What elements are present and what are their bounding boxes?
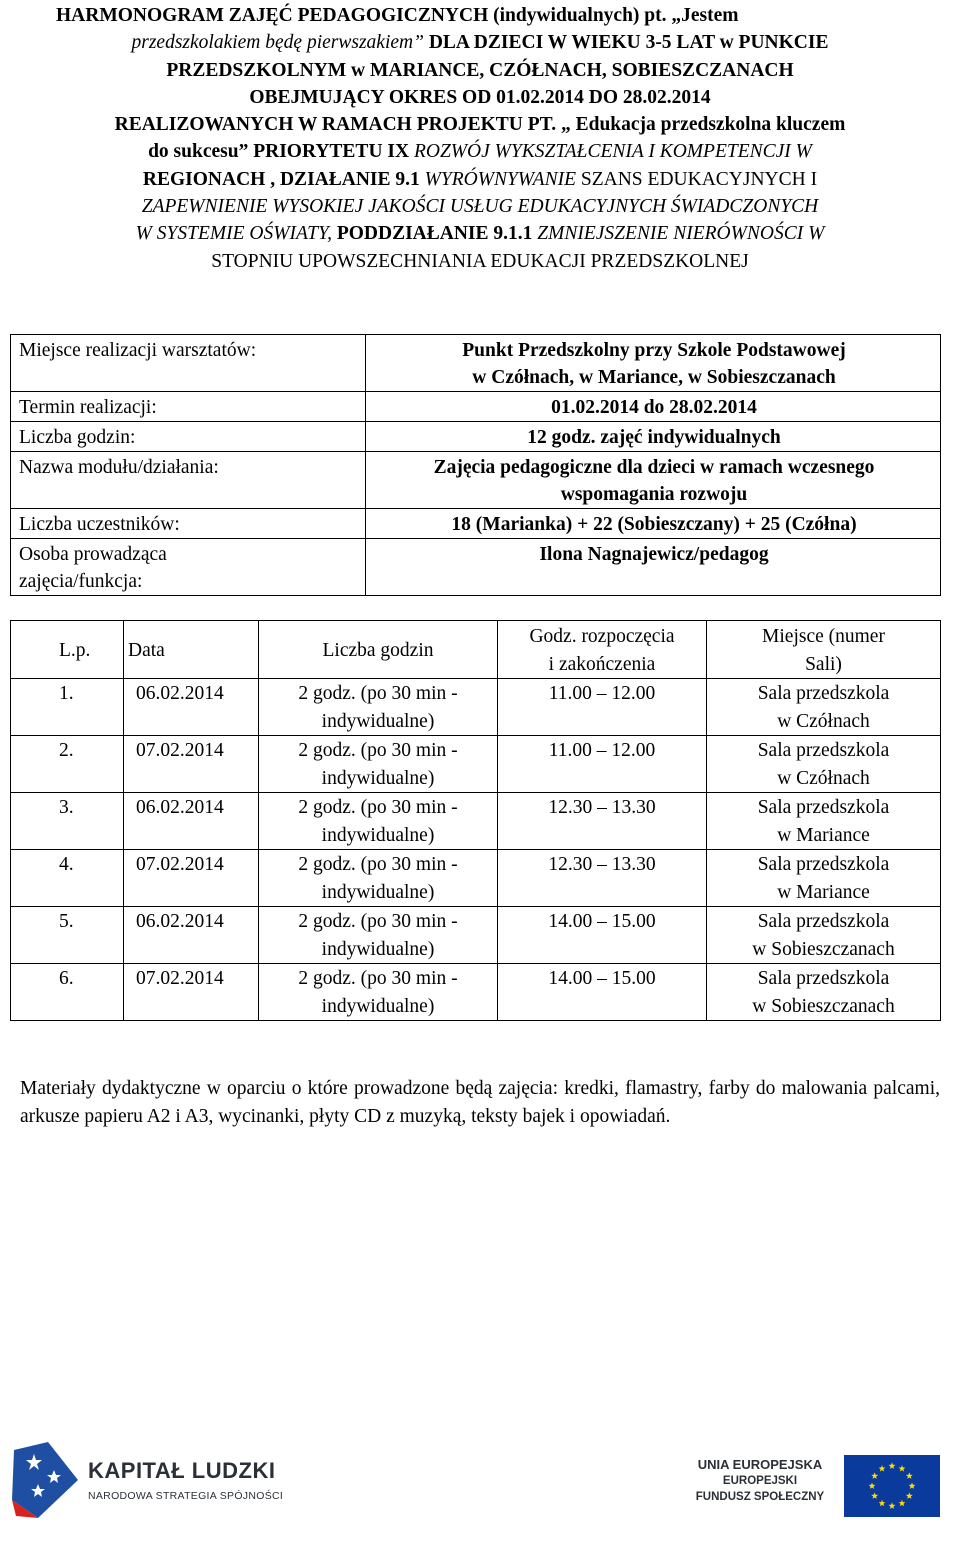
row-hours-line: indywidualne) bbox=[321, 710, 435, 732]
row-date-line: 06.02.2014 bbox=[136, 911, 224, 932]
schedule-row bbox=[11, 679, 941, 736]
header-time-line: Godz. rozpoczęcia bbox=[529, 626, 675, 647]
info-value: 01.02.2014 do 28.02.2014 bbox=[366, 392, 941, 422]
heading-text-normal: SZANS EDUKACYJNYCH I bbox=[576, 168, 818, 190]
row-place-line: Sala przedszkola bbox=[757, 797, 890, 818]
info-value bbox=[366, 335, 941, 392]
row-hours-line: 2 godz. (po 30 min - bbox=[298, 854, 458, 875]
row-hours bbox=[259, 850, 498, 907]
row-hours bbox=[259, 679, 498, 736]
heading-text: REGIONACH , DZIAŁANIE 9.1 bbox=[142, 168, 425, 190]
row-time bbox=[498, 850, 707, 907]
row-place-line: w Czółnach bbox=[777, 767, 870, 789]
schedule-row bbox=[11, 793, 941, 850]
row-hours bbox=[259, 907, 498, 964]
heading-text-italic: W SYSTEMIE OŚWIATY, bbox=[135, 223, 332, 245]
info-row-hours bbox=[11, 422, 941, 452]
row-date-line: 06.02.2014 bbox=[136, 797, 224, 818]
row-date bbox=[124, 907, 259, 964]
row-date-line: 07.02.2014 bbox=[136, 740, 224, 761]
row-place bbox=[707, 793, 941, 850]
info-row-participants bbox=[11, 509, 941, 539]
row-place-line: w Czółnach bbox=[777, 710, 870, 732]
kapital-ludzki-logo bbox=[8, 1440, 308, 1520]
info-label-line: Osoba prowadząca bbox=[19, 544, 167, 565]
header-lp: L.p. bbox=[11, 621, 124, 679]
header-time-line: i zakończenia bbox=[548, 653, 656, 675]
row-place-line: w Sobieszczanach bbox=[752, 995, 895, 1017]
header-place-line: Sali) bbox=[805, 653, 842, 675]
heading-text-italic: WYRÓWNYWANIE bbox=[424, 168, 577, 190]
row-hours-line: indywidualne) bbox=[321, 995, 435, 1017]
info-row-leader bbox=[11, 539, 941, 596]
heading-text: PODDZIAŁANIE 9.1.1 bbox=[331, 223, 538, 245]
heading-text-italic: ROZWÓJ WYKSZTAŁCENIA I KOMPETENCJI W bbox=[413, 141, 812, 163]
row-hours-line: 2 godz. (po 30 min - bbox=[298, 740, 458, 761]
info-label-line: zajęcia/funkcja: bbox=[19, 571, 143, 592]
row-date bbox=[124, 850, 259, 907]
row-place-line: w Mariance bbox=[777, 824, 870, 846]
row-time-line: 11.00 – 12.00 bbox=[548, 740, 656, 761]
row-lp bbox=[11, 850, 124, 907]
row-place bbox=[707, 850, 941, 907]
row-hours-line: 2 godz. (po 30 min - bbox=[298, 683, 458, 704]
info-label: Miejsce realizacji warsztatów: bbox=[11, 335, 366, 392]
heading-line: ZAPEWNIENIE WYSOKIEJ JAKOŚCI USŁUG EDUKACYJNYCH ŚWIADCZONYCH bbox=[141, 196, 819, 218]
row-time bbox=[498, 907, 707, 964]
info-label: Nazwa modułu/działania: bbox=[11, 452, 366, 509]
ue-line: EUROPEJSKI bbox=[722, 1475, 798, 1487]
row-lp-line: 6. bbox=[59, 968, 74, 989]
row-lp-line: 3. bbox=[59, 797, 74, 818]
row-hours-line: indywidualne) bbox=[321, 767, 435, 789]
info-value bbox=[366, 452, 941, 509]
heading-text: DLA DZIECI W WIEKU 3-5 LAT w PUNKCIE bbox=[423, 32, 829, 54]
row-place bbox=[707, 679, 941, 736]
info-label: Liczba godzin: bbox=[11, 422, 366, 452]
row-date bbox=[124, 793, 259, 850]
heading-line bbox=[8, 166, 952, 193]
info-value: Ilona Nagnajewicz/pedagog bbox=[366, 539, 941, 596]
row-time bbox=[498, 793, 707, 850]
info-value-line: w Czółnach, w Mariance, w Sobieszczanach bbox=[472, 367, 836, 388]
row-time bbox=[498, 679, 707, 736]
row-hours-line: 2 godz. (po 30 min - bbox=[298, 968, 458, 989]
row-lp bbox=[11, 793, 124, 850]
info-value: 18 (Marianka) + 22 (Sobieszczany) + 25 (Czółna) bbox=[366, 509, 941, 539]
header-hours: Liczba godzin bbox=[259, 621, 498, 679]
document-heading bbox=[8, 2, 952, 275]
eu-flag-icon bbox=[844, 1455, 940, 1517]
row-hours bbox=[259, 793, 498, 850]
heading-line: STOPNIU UPOWSZECHNIANIA EDUKACJI PRZEDSZKOLNEJ bbox=[211, 250, 749, 272]
row-hours bbox=[259, 964, 498, 1021]
heading-line bbox=[8, 29, 952, 56]
header-place bbox=[707, 621, 941, 679]
schedule-row bbox=[11, 907, 941, 964]
row-date bbox=[124, 964, 259, 1021]
info-label: Termin realizacji: bbox=[11, 392, 366, 422]
row-time bbox=[498, 964, 707, 1021]
row-date bbox=[124, 736, 259, 793]
info-value-line: Zajęcia pedagogiczne dla dzieci w ramach wczesnego bbox=[433, 457, 875, 478]
row-hours bbox=[259, 736, 498, 793]
row-hours-line: indywidualne) bbox=[321, 881, 435, 903]
ue-line: FUNDUSZ SPOŁECZNY bbox=[695, 1491, 825, 1503]
row-place-line: Sala przedszkola bbox=[757, 854, 890, 875]
row-lp-line: 5. bbox=[59, 911, 74, 932]
row-place-line: Sala przedszkola bbox=[757, 911, 890, 932]
row-date-line: 07.02.2014 bbox=[136, 968, 224, 989]
row-date bbox=[124, 679, 259, 736]
row-place bbox=[707, 964, 941, 1021]
header-time bbox=[498, 621, 707, 679]
row-hours-line: 2 godz. (po 30 min - bbox=[298, 911, 458, 932]
row-place bbox=[707, 736, 941, 793]
schedule-row bbox=[11, 964, 941, 1021]
ue-logo bbox=[695, 1455, 950, 1515]
row-lp-line: 1. bbox=[59, 683, 74, 704]
row-time-line: 14.00 – 15.00 bbox=[548, 968, 656, 989]
schedule-header-row bbox=[11, 621, 941, 679]
row-place-line: w Sobieszczanach bbox=[752, 938, 895, 960]
info-value-line: Punkt Przedszkolny przy Szkole Podstawowej bbox=[462, 340, 846, 361]
row-date-line: 06.02.2014 bbox=[136, 683, 224, 704]
row-date-line: 07.02.2014 bbox=[136, 854, 224, 875]
heading-line: PRZEDSZKOLNYM w MARIANCE, CZÓŁNACH, SOBIESZCZANACH bbox=[166, 59, 794, 81]
row-time-line: 12.30 – 13.30 bbox=[548, 854, 656, 875]
kapital-ludzki-emblem-icon bbox=[8, 1440, 80, 1520]
info-label: Liczba uczestników: bbox=[11, 509, 366, 539]
row-time-line: 11.00 – 12.00 bbox=[548, 683, 656, 704]
header-date: Data bbox=[124, 621, 259, 679]
row-lp bbox=[11, 964, 124, 1021]
heading-line: OBEJMUJĄCY OKRES OD 01.02.2014 DO 28.02.2014 bbox=[249, 86, 711, 108]
row-lp-line: 4. bbox=[59, 854, 74, 875]
row-place-line: w Mariance bbox=[777, 881, 870, 903]
project-title-italic: przedszkolakiem będę pierwszakiem” bbox=[131, 32, 424, 54]
ue-text bbox=[685, 1457, 835, 1505]
info-row-place bbox=[11, 335, 941, 392]
row-time bbox=[498, 736, 707, 793]
row-lp-line: 2. bbox=[59, 740, 74, 761]
info-value-line: wspomagania rozwoju bbox=[560, 484, 748, 505]
row-place-line: Sala przedszkola bbox=[757, 968, 890, 989]
materials-paragraph: Materiały dydaktyczne w oparciu o które prowadzone będą zajęcia: kredki, flamastry, farby do malowania palcami, arkusze papieru A2 i A3, wycinanki, płyty CD z muzyką, teksty bajek i opowiadań. bbox=[20, 1078, 940, 1127]
heading-line: HARMONOGRAM ZAJĘĆ PEDAGOGICZNYCH (indywidualnych) pt. „Jestem bbox=[56, 5, 739, 26]
row-place-line: Sala przedszkola bbox=[757, 740, 890, 761]
row-time-line: 14.00 – 15.00 bbox=[548, 911, 656, 932]
heading-line bbox=[8, 220, 952, 247]
row-hours-line: indywidualne) bbox=[321, 938, 435, 960]
info-table bbox=[10, 334, 941, 596]
heading-text: do sukcesu” PRIORYTETU IX bbox=[148, 141, 414, 163]
schedule-table bbox=[10, 620, 941, 1021]
row-place-line: Sala przedszkola bbox=[757, 683, 890, 704]
schedule-row bbox=[11, 736, 941, 793]
row-hours-line: indywidualne) bbox=[321, 824, 435, 846]
info-label bbox=[11, 539, 366, 596]
row-place bbox=[707, 907, 941, 964]
heading-text-italic: ZMNIEJSZENIE NIERÓWNOŚCI W bbox=[537, 223, 825, 245]
kl-subtitle: NARODOWA STRATEGIA SPÓJNOŚCI bbox=[88, 1490, 284, 1502]
schedule-row bbox=[11, 850, 941, 907]
info-value: 12 godz. zajęć indywidualnych bbox=[366, 422, 941, 452]
row-lp bbox=[11, 736, 124, 793]
kl-title: KAPITAŁ LUDZKI bbox=[88, 1458, 276, 1483]
schedule-body bbox=[11, 679, 941, 1021]
ue-line: UNIA EUROPEJSKA bbox=[697, 1457, 823, 1472]
row-lp bbox=[11, 907, 124, 964]
header-place-line: Miejsce (numer bbox=[762, 626, 885, 647]
heading-line: REALIZOWANYCH W RAMACH PROJEKTU PT. „ Edukacja przedszkolna kluczem bbox=[114, 114, 846, 136]
info-row-term bbox=[11, 392, 941, 422]
heading-line bbox=[8, 138, 952, 165]
row-hours-line: 2 godz. (po 30 min - bbox=[298, 797, 458, 818]
info-row-module bbox=[11, 452, 941, 509]
row-lp bbox=[11, 679, 124, 736]
row-time-line: 12.30 – 13.30 bbox=[548, 797, 656, 818]
